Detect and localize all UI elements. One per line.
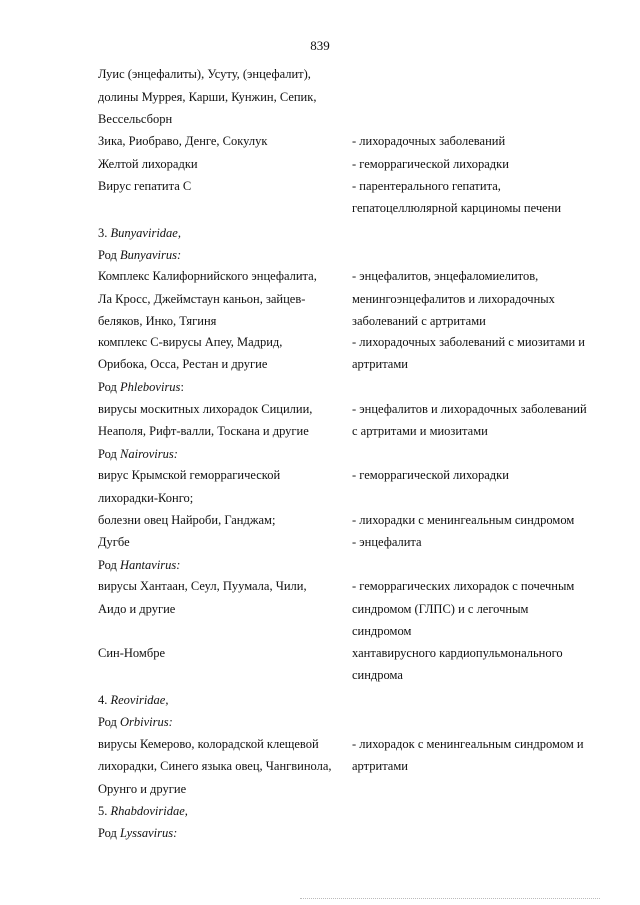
left-column-line	[98, 692, 168, 708]
left-column-line: Вессельсборн	[98, 112, 173, 126]
left-column-line: Орибока, Осса, Рестан и другие	[98, 357, 268, 371]
left-column-line: вирусы москитных лихорадок Сицилии,	[98, 402, 313, 416]
left-column-line: Желтой лихорадки	[98, 157, 198, 171]
left-column-line	[98, 714, 173, 730]
taxon-name: Orbivirus:	[120, 715, 173, 729]
left-column-line	[98, 446, 178, 462]
left-column-line: Аидо и другие	[98, 602, 176, 616]
right-column-line: - энцефалита	[352, 535, 422, 549]
left-column-line: беляков, Инко, Тягиня	[98, 314, 217, 328]
left-column-line: вирус Крымской геморрагической	[98, 468, 281, 482]
heading-prefix: 5.	[98, 804, 111, 818]
left-column-line: Луис (энцефалиты), Усуту, (энцефалит),	[98, 67, 311, 81]
right-column-line: заболеваний с артритами	[352, 314, 486, 328]
left-column-line: вирусы Кемерово, колорадской клещевой	[98, 737, 319, 751]
right-column-line: - геморрагической лихорадки	[352, 468, 509, 482]
right-column-line: синдрома	[352, 668, 403, 682]
right-column-line: синдромом (ГЛПС) и с легочным	[352, 602, 529, 616]
right-column-line: с артритами и миозитами	[352, 424, 488, 438]
taxon-name: Hantavirus:	[120, 558, 181, 572]
right-column-line: - лихорадочных заболеваний	[352, 134, 506, 148]
left-column-line	[98, 247, 181, 263]
right-column-line: - геморрагических лихорадок с почечным	[352, 579, 575, 593]
right-column-line: менингоэнцефалитов и лихорадочных	[352, 292, 555, 306]
right-column-line: - лихорадок с менингеальным синдромом и	[352, 737, 584, 751]
heading-prefix: Род	[98, 715, 121, 729]
right-column-line: - геморрагической лихорадки	[352, 157, 509, 171]
taxon-name: Reoviridae,	[110, 693, 169, 707]
heading-prefix: Род	[98, 248, 121, 262]
right-column-line: артритами	[352, 357, 408, 371]
left-column-line: Вирус гепатита С	[98, 179, 192, 193]
left-column-line: Орунго и другие	[98, 782, 187, 796]
heading-suffix: :	[180, 380, 184, 394]
left-column-line: комплекс С-вирусы Апеу, Мадрид,	[98, 335, 283, 349]
left-column-line: Дугбе	[98, 535, 130, 549]
left-column-line: долины Муррея, Карши, Кунжин, Сепик,	[98, 90, 317, 104]
taxon-name: Nairovirus:	[120, 447, 178, 461]
taxon-name: Bunyavirus:	[120, 248, 182, 262]
left-column-line: Неаполя, Рифт-валли, Тоскана и другие	[98, 424, 309, 438]
heading-prefix: Род	[98, 558, 121, 572]
right-column-line: артритами	[352, 759, 408, 773]
heading-prefix: Род	[98, 380, 121, 394]
left-column-line: лихорадки, Синего языка овец, Чангвинола,	[98, 759, 332, 773]
right-column-line: - энцефалитов, энцефаломиелитов,	[352, 269, 539, 283]
left-column-line	[98, 825, 177, 841]
taxon-name: Phlebovirus	[120, 380, 181, 394]
left-column-line	[98, 379, 184, 395]
taxon-name: Bunyaviridae,	[110, 226, 181, 240]
right-column-line: хантавирусного кардиопульмонального	[352, 646, 563, 660]
right-column-line: - энцефалитов и лихорадочных заболеваний	[352, 402, 587, 416]
left-column-line: Син-Номбре	[98, 646, 165, 660]
right-column-line: - парентерального гепатита,	[352, 179, 501, 193]
taxon-name: Rhabdoviridae,	[110, 804, 188, 818]
heading-prefix: Род	[98, 447, 121, 461]
left-column-line: вирусы Хантаан, Сеул, Пуумала, Чили,	[98, 579, 307, 593]
right-column-line: - лихорадочных заболеваний с миозитами и	[352, 335, 585, 349]
left-column-line	[98, 803, 188, 819]
left-column-line: Зика, Риобраво, Денге, Сокулук	[98, 134, 268, 148]
page-number: 839	[310, 38, 330, 53]
left-column-line: Комплекс Калифорнийского энцефалита,	[98, 269, 317, 283]
left-column-line: Ла Кросс, Джеймстаун каньон, зайцев-	[98, 292, 306, 306]
heading-prefix: 4.	[98, 693, 111, 707]
heading-prefix: 3.	[98, 226, 111, 240]
heading-prefix: Род	[98, 826, 121, 840]
taxon-name: Lyssavirus:	[120, 826, 178, 840]
left-column-line	[98, 557, 180, 573]
right-column-line: синдромом	[352, 624, 412, 638]
page-bottom-edge	[300, 898, 600, 899]
right-column-line: гепатоцеллюлярной карциномы печени	[352, 201, 562, 215]
left-column-line: лихорадки-Конго;	[98, 491, 194, 505]
right-column-line: - лихорадки с менингеальным синдромом	[352, 513, 575, 527]
left-column-line: болезни овец Найроби, Ганджам;	[98, 513, 276, 527]
left-column-line	[98, 225, 181, 241]
